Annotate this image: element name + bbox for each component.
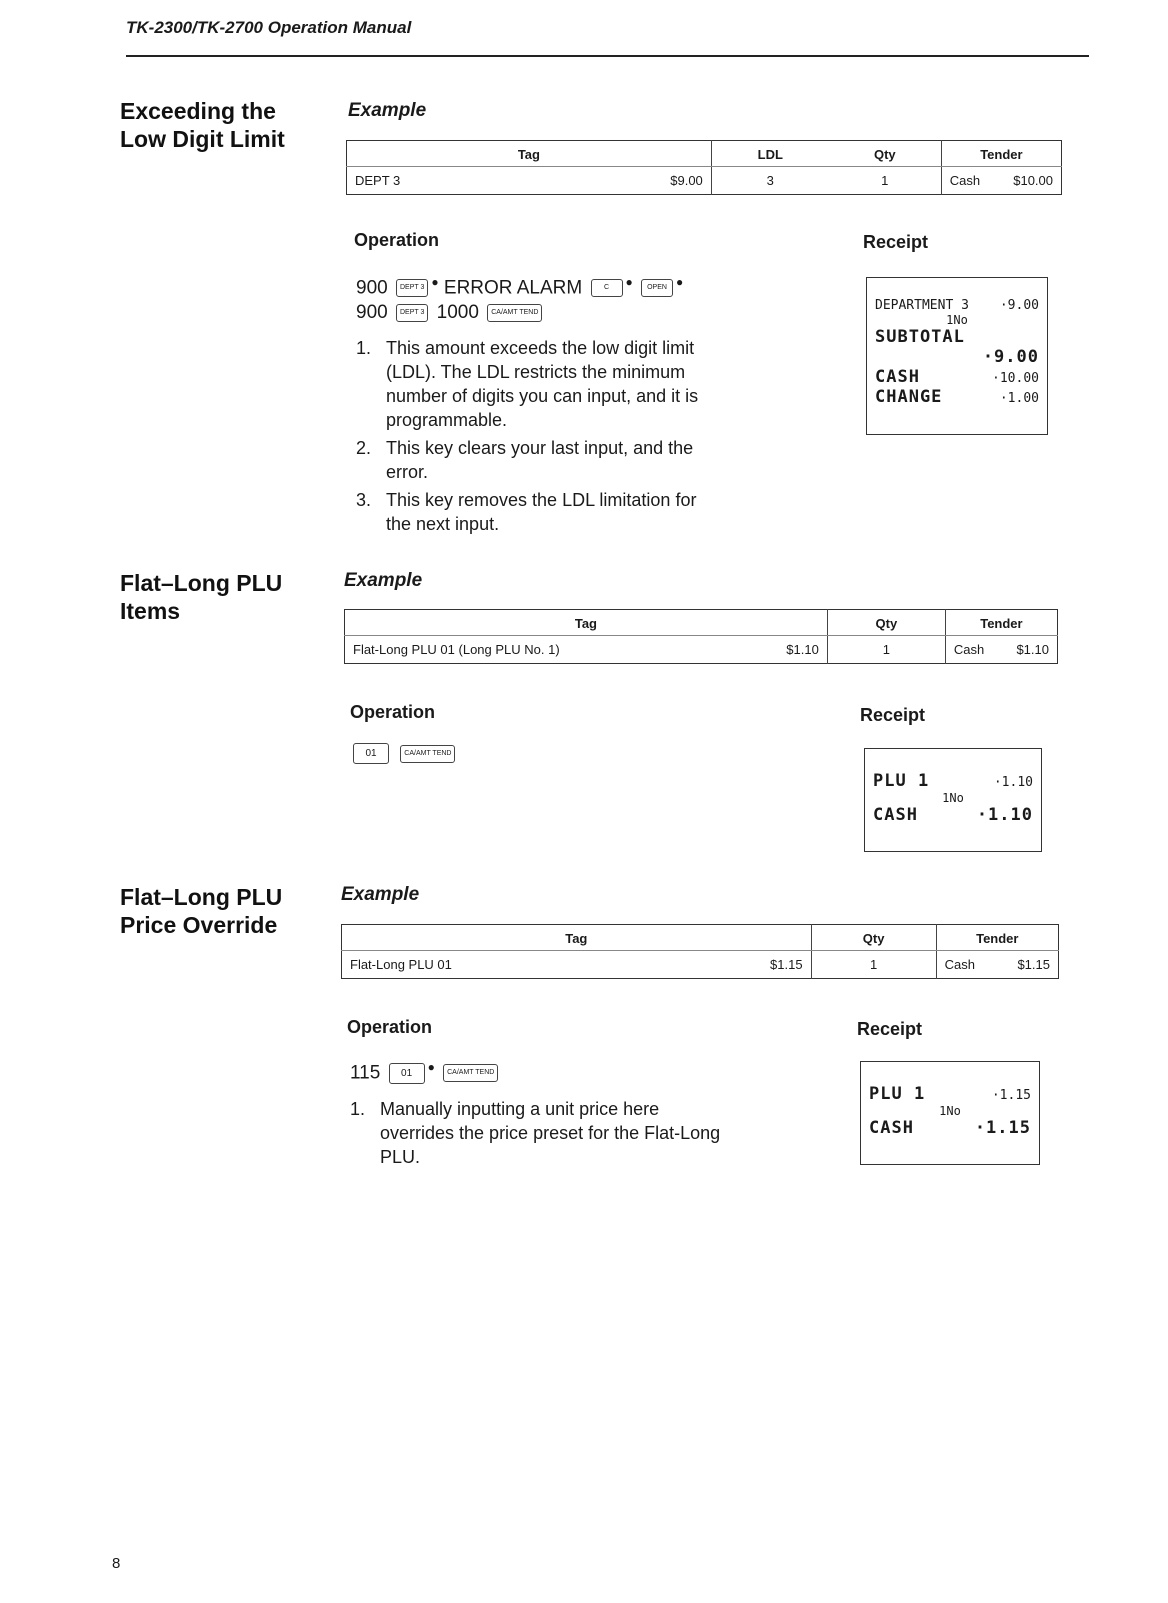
receipt-cash-label: CASH: [875, 367, 920, 387]
receipt-plu-label: PLU 1: [873, 771, 930, 791]
amount-value: 900: [356, 302, 388, 324]
receipt-qty: 1No: [946, 313, 968, 327]
receipt-subtotal-label: SUBTOTAL: [875, 327, 965, 347]
dept-key-icon: DEPT 3: [396, 304, 428, 322]
cell-tag: DEPT 3: [355, 173, 401, 188]
section-title-flat-long-plu-items: [120, 569, 340, 625]
receipt: [864, 748, 1042, 852]
list-item: 1. Manually inputting a unit price here overrides the price preset for the Flat-Long PLU.: [350, 1099, 721, 1167]
table-header-tag: Tag: [345, 610, 828, 636]
cell-tender-amount: $10.00: [1013, 173, 1053, 188]
list-item: 3. This key removes the LDL limitation for the next input.: [356, 490, 697, 534]
note-marker-icon: ●: [676, 275, 684, 289]
note-marker-icon: ●: [431, 275, 439, 289]
cell-tag: Flat-Long PLU 01 (Long PLU No. 1): [353, 642, 560, 657]
notes-list: [350, 1097, 725, 1173]
table-header-qty: Qty: [811, 925, 936, 951]
receipt-plu-amount: ·1.10: [993, 775, 1033, 790]
list-item: 1. This amount exceeds the low digit limit (LDL). The LDL restricts the minimum number of digits you can input, and it is programmable.: [356, 338, 699, 430]
receipt-plu-label: PLU 1: [869, 1084, 926, 1104]
cell-tender-amount: $1.15: [1017, 957, 1050, 972]
section-title-line: Exceeding the: [120, 98, 276, 124]
table-row: [347, 167, 1062, 195]
section-title-line: Flat–Long PLU: [120, 884, 283, 910]
operation-label: Operation: [347, 1017, 433, 1037]
receipt-cash-label: CASH: [869, 1118, 914, 1138]
notes-list: [356, 336, 711, 540]
receipt-change-label: CHANGE: [875, 387, 943, 407]
cell-tag-amount: $1.10: [786, 642, 819, 657]
section-title-line: Low Digit Limit: [120, 126, 285, 152]
example-table: [341, 924, 1059, 979]
error-alarm-text: ERROR ALARM: [443, 277, 583, 299]
receipt: [866, 277, 1048, 435]
cell-tag-amount: $9.00: [670, 173, 703, 188]
manual-header-title: TK-2300/TK-2700 Operation Manual: [126, 18, 412, 37]
receipt-subtotal-amount: ·9.00: [982, 347, 1039, 367]
table-header-tender: Tender: [941, 141, 1061, 167]
operation-sequence: [356, 270, 683, 325]
amount-value: 900: [356, 277, 388, 299]
table-header-tender: Tender: [936, 925, 1058, 951]
operation-label: Operation: [354, 230, 440, 250]
table-header-qty: Qty: [829, 141, 942, 167]
receipt-change-amount: ·1.00: [999, 391, 1039, 406]
operation-sequence: [350, 1055, 501, 1085]
section-title-line: Price Override: [120, 912, 278, 938]
receipt-qty: 1No: [939, 1104, 961, 1118]
section-title-line: Items: [120, 598, 181, 624]
example-label: Example: [344, 570, 423, 591]
cell-tender-amount: $1.10: [1016, 642, 1049, 657]
note-marker-icon: ●: [427, 1060, 435, 1074]
dept-key-icon: DEPT 3: [396, 279, 428, 297]
cell-tender: Cash: [945, 636, 1000, 664]
table-row: [342, 951, 1059, 979]
receipt-dept-label: DEPARTMENT 3: [875, 298, 969, 313]
receipt-label: Receipt: [857, 1019, 923, 1039]
cell-tag: Flat-Long PLU 01: [350, 957, 452, 972]
table-header-tag: Tag: [347, 141, 712, 167]
table-header-tender: Tender: [945, 610, 1057, 636]
example-label: Example: [341, 884, 420, 905]
page-number: 8: [112, 1555, 121, 1572]
cash-key-icon: CA/AMT TEND: [487, 304, 542, 322]
receipt-label: Receipt: [863, 232, 929, 252]
cell-qty: 1: [827, 636, 945, 664]
receipt-cash-amount: ·10.00: [992, 371, 1039, 386]
receipt-label: Receipt: [860, 705, 926, 725]
section-title-line: Flat–Long PLU: [120, 570, 283, 596]
section-title-exceeding-ldl: [120, 97, 340, 153]
list-item: 2. This key clears your last input, and the error.: [356, 438, 694, 482]
table-header-tag: Tag: [342, 925, 812, 951]
note-marker-icon: ●: [625, 275, 633, 289]
plu-key-icon: 01: [389, 1063, 425, 1084]
table-header-qty: Qty: [827, 610, 945, 636]
example-label: Example: [348, 100, 427, 121]
cell-tag-amount: $1.15: [770, 957, 803, 972]
plu-key-icon: 01: [353, 743, 389, 764]
receipt: [860, 1061, 1040, 1165]
cell-ldl: 3: [711, 167, 829, 195]
operation-label: Operation: [350, 702, 436, 722]
cash-key-icon: CA/AMT TEND: [443, 1064, 498, 1082]
cash-key-icon: CA/AMT TEND: [400, 745, 455, 763]
table-header-ldl: LDL: [711, 141, 829, 167]
section-title-flat-long-plu-override: [120, 883, 340, 939]
amount-value: 115: [350, 1062, 381, 1084]
table-row: [345, 636, 1058, 664]
receipt-cash-label: CASH: [873, 805, 918, 825]
receipt-plu-amount: ·1.15: [991, 1088, 1031, 1103]
receipt-cash-amount: ·1.15: [974, 1118, 1031, 1138]
receipt-qty: 1No: [942, 791, 964, 805]
cell-qty: 1: [881, 173, 889, 188]
amount-value: 1000: [436, 302, 479, 324]
operation-sequence: [350, 741, 458, 766]
cell-qty: 1: [811, 951, 936, 979]
cell-tender: Cash: [941, 167, 996, 195]
receipt-cash-amount: ·1.10: [976, 805, 1033, 825]
open-key-icon: OPEN: [641, 279, 673, 297]
receipt-dept-amount: ·9.00: [999, 298, 1039, 313]
header-rule: [126, 55, 1089, 57]
cell-tender: Cash: [936, 951, 996, 979]
example-table: [346, 140, 1062, 195]
example-table: [344, 609, 1058, 664]
clear-key-icon: C: [591, 279, 623, 297]
